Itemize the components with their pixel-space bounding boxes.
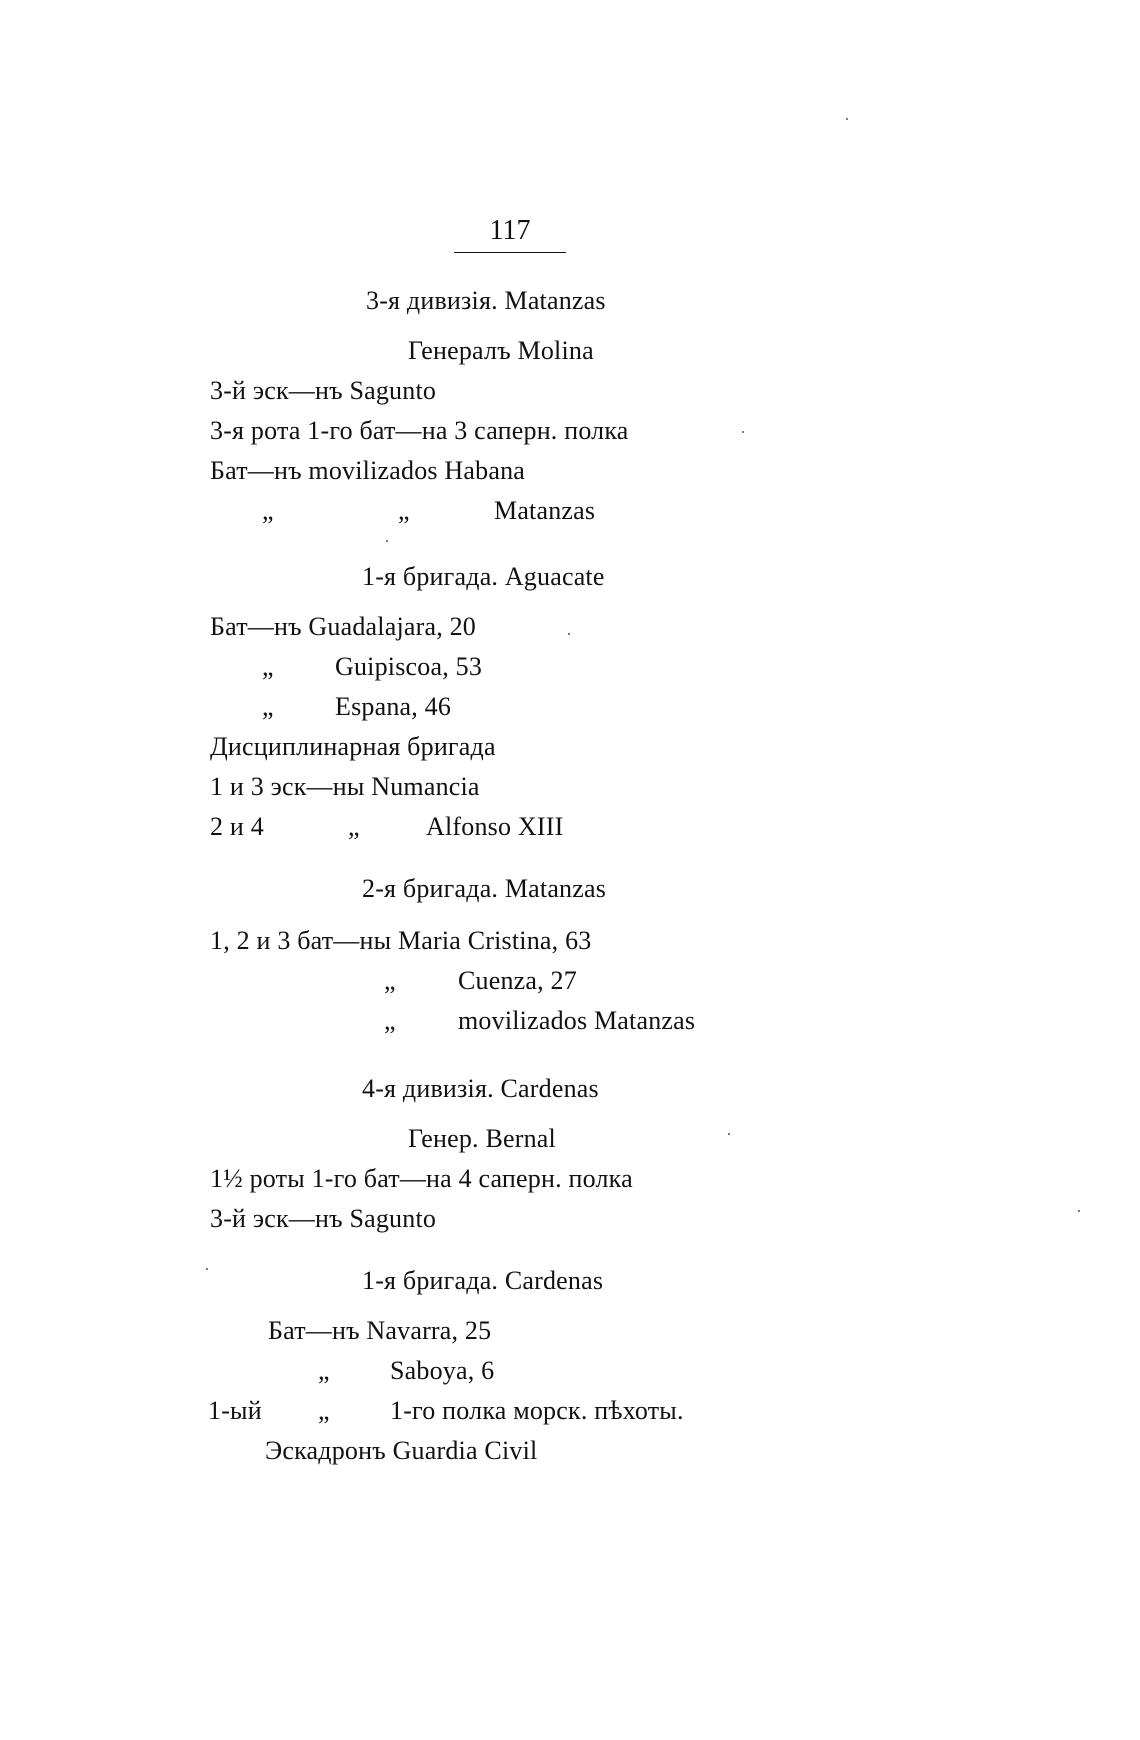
unit-line: 3-я рота 1-го бат—на 3 саперн. полка xyxy=(210,416,629,445)
page-number-rule xyxy=(454,252,566,253)
unit-line: Бат—нъ Navarra, 25 xyxy=(268,1316,492,1345)
unit-line: Cuenza, 27 xyxy=(458,966,577,995)
unit-line: 3-й эск—нъ Sagunto xyxy=(210,1204,437,1233)
commander-line: Генер. Bernal xyxy=(408,1124,556,1153)
unit-line: Guipiscoa, 53 xyxy=(335,652,483,681)
unit-line: Matanzas xyxy=(494,496,596,525)
division-heading: 3-я дивизія. Matanzas xyxy=(366,286,606,315)
unit-line: 1 и 3 эск—ны Numancia xyxy=(210,772,480,801)
unit-line: 2 и 4 xyxy=(210,812,264,841)
scan-speck xyxy=(846,118,848,120)
unit-line: 1-го полка морск. пѣхоты. xyxy=(390,1396,684,1425)
brigade-heading: 2-я бригада. Matanzas xyxy=(362,874,607,903)
ditto-mark: „ xyxy=(384,1006,396,1035)
ditto-mark: „ xyxy=(348,812,360,841)
ditto-mark: „ xyxy=(262,692,274,721)
brigade-heading: 1-я бригада. Aguacate xyxy=(362,562,605,591)
scan-speck xyxy=(742,431,744,433)
ditto-mark: „ xyxy=(384,966,396,995)
commander-line: Генералъ Molina xyxy=(408,336,594,365)
scan-speck xyxy=(206,1268,208,1270)
unit-line: Alfonso XIII xyxy=(426,812,564,841)
scan-speck xyxy=(728,1133,730,1135)
ditto-mark: „ xyxy=(318,1356,330,1385)
ditto-mark: „ xyxy=(318,1396,330,1425)
ditto-mark: „ xyxy=(262,496,274,525)
ditto-mark: „ xyxy=(398,496,410,525)
unit-line: 1½ роты 1-го бат—на 4 саперн. полка xyxy=(210,1164,633,1193)
scan-speck xyxy=(568,633,570,635)
unit-line: Дисциплинарная бригада xyxy=(210,732,496,761)
scan-speck xyxy=(1078,1210,1080,1212)
page-number: 117 xyxy=(489,215,531,246)
unit-line: Saboya, 6 xyxy=(390,1356,495,1385)
unit-line: Эскадронъ Guardia Civil xyxy=(265,1436,538,1465)
unit-line: Espana, 46 xyxy=(335,692,452,721)
division-heading: 4-я дивизія. Cardenas xyxy=(362,1074,599,1103)
unit-line: Бат—нъ movilizados Habana xyxy=(210,456,526,485)
brigade-heading: 1-я бригада. Cardenas xyxy=(362,1266,604,1295)
unit-line: 1-ый xyxy=(208,1396,262,1425)
unit-line: 1, 2 и 3 бат—ны Maria Cristina, 63 xyxy=(210,926,592,955)
unit-line: movilizados Matanzas xyxy=(458,1006,696,1035)
scan-speck xyxy=(386,540,388,542)
unit-line: Бат—нъ Guadalajara, 20 xyxy=(210,612,476,641)
ditto-mark: „ xyxy=(262,652,274,681)
unit-line: 3-й эск—нъ Sagunto xyxy=(210,376,437,405)
